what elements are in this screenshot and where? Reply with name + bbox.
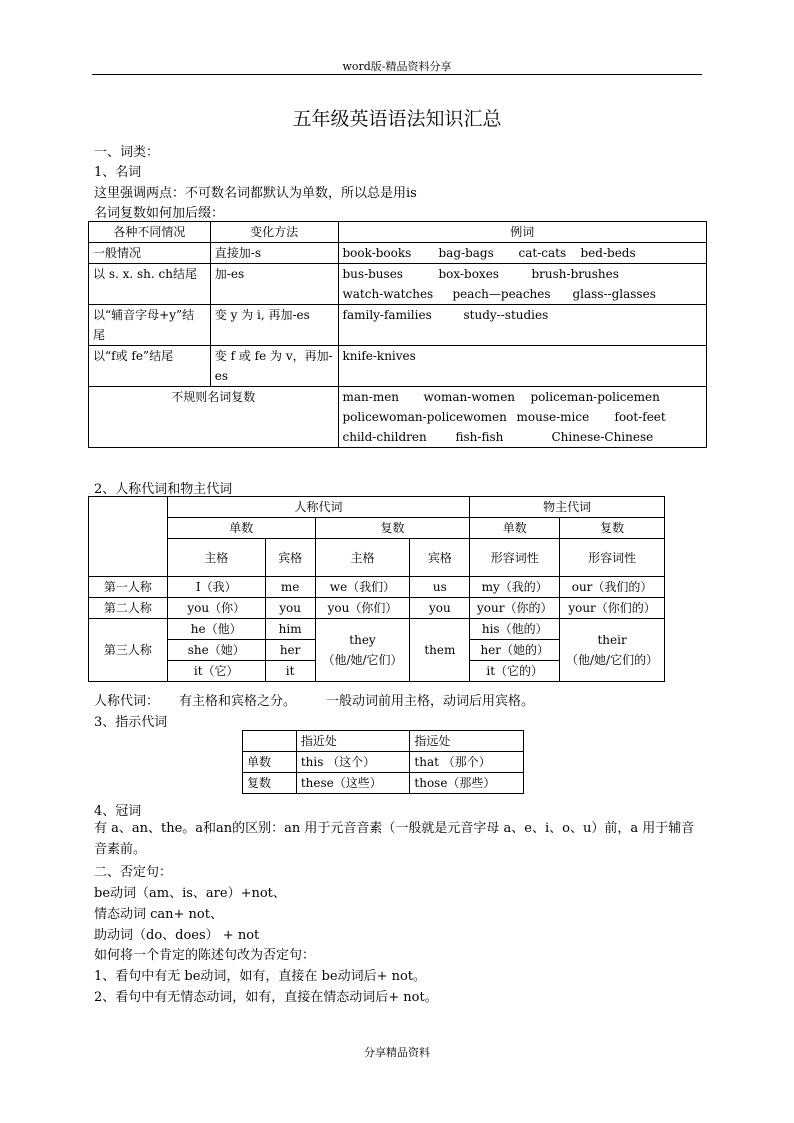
row-examples — [338, 387, 707, 448]
example: glass--glasses — [572, 287, 656, 301]
header-divider — [92, 74, 702, 75]
example: family-families — [342, 308, 432, 322]
cell: your（你的） — [470, 598, 560, 619]
cell: you — [265, 598, 315, 619]
header-case: 各种不同情况 — [89, 222, 211, 243]
cell: our（我们的） — [560, 577, 665, 598]
row-label: 第三人称 — [89, 619, 168, 682]
page-footer: 分享精品资料 — [364, 1046, 430, 1059]
example: foot-feet — [614, 410, 666, 424]
row-case: 以“f或 fe”结尾 — [89, 346, 211, 387]
cell — [560, 619, 665, 682]
example: study--studies — [463, 308, 549, 322]
cell: this （这个） — [296, 752, 410, 773]
header-plural: 复数 — [315, 518, 470, 539]
table-row — [89, 598, 665, 619]
example: book-books — [342, 246, 412, 260]
page-title: 五年级英语语法知识汇总 — [292, 108, 502, 130]
cell: these（这些） — [296, 773, 410, 794]
note-text: 有主格和宾格之分。 — [179, 694, 297, 709]
cell: him — [265, 619, 315, 640]
table-row — [89, 577, 665, 598]
example: woman-women — [423, 390, 516, 404]
cell-text: they — [349, 633, 376, 647]
neg-line: 助动词（do、does） + not — [94, 928, 260, 943]
plural-intro: 名词复数如何加后缀： — [94, 206, 225, 221]
example: brush-brushes — [531, 267, 619, 281]
table-row — [243, 752, 524, 773]
example: watch-watches — [342, 287, 434, 301]
note-label: 人称代词： — [94, 694, 160, 709]
neg-line: be动词（am、is、are）+not、 — [94, 886, 286, 901]
header-personal: 人称代词 — [167, 497, 470, 518]
example: man-men — [342, 390, 400, 404]
pronoun-note — [94, 690, 534, 709]
row-label: 第二人称 — [89, 598, 168, 619]
example: Chinese-Chinese — [551, 430, 654, 444]
cell: me — [265, 577, 315, 598]
header-object: 宾格 — [265, 539, 315, 577]
header-possessive: 物主代词 — [470, 497, 665, 518]
header-adjective: 形容词性 — [470, 539, 560, 577]
example: bag-bags — [438, 246, 494, 260]
row-method: 变 y 为 i, 再加-es — [210, 305, 338, 346]
section-demonstratives: 3、指示代词 — [94, 715, 168, 730]
example: policewoman-policewomen — [342, 410, 507, 424]
cell — [315, 619, 410, 682]
header-method: 变化方法 — [210, 222, 338, 243]
articles-text: 有 a、an、the。a和an的区别：an 用于元音音素（一般就是元音字母 a、e、i、o、u）前，a 用于辅音音素前。 — [94, 821, 695, 857]
header-subject: 主格 — [167, 539, 265, 577]
cell: she（她） — [167, 640, 265, 661]
table-row — [89, 305, 707, 346]
row-method: 加-es — [210, 264, 338, 305]
page-header: word版-精品资料分享 — [342, 60, 452, 73]
table-row — [89, 346, 707, 387]
cell: my（我的） — [470, 577, 560, 598]
row-examples — [338, 305, 707, 346]
table-header-row — [89, 222, 707, 243]
cell-text: （他/她/它们的） — [566, 653, 659, 667]
table-row — [89, 264, 707, 305]
table-row — [89, 619, 665, 640]
example: cat-cats — [518, 246, 567, 260]
example: fish-fish — [455, 430, 504, 444]
section-word-classes: 一、词类： — [94, 145, 160, 160]
example: bus-buses — [342, 267, 403, 281]
row-examples — [338, 243, 707, 264]
cell: them — [410, 619, 470, 682]
neg-line: 情态动词 can+ not、 — [94, 907, 223, 922]
neg-line: 如何将一个肯定的陈述句改为否定句： — [94, 948, 316, 963]
row-case: 以“辅音字母+y”结尾 — [89, 305, 211, 346]
corner-cell — [89, 497, 168, 577]
cell-text: their — [597, 633, 627, 647]
example: policeman-policemen — [530, 390, 660, 404]
header-near: 指近处 — [296, 731, 410, 752]
section-nouns: 1、名词 — [94, 165, 142, 180]
cell: I（我） — [167, 577, 265, 598]
section-negatives: 二、否定句： — [94, 865, 173, 880]
example: peach—peaches — [452, 287, 551, 301]
cell: it — [265, 661, 315, 682]
example: bed-beds — [580, 246, 636, 260]
cell: your（你们的） — [560, 598, 665, 619]
row-label: 第一人称 — [89, 577, 168, 598]
cell: us — [410, 577, 470, 598]
header-singular: 单数 — [167, 518, 315, 539]
row-case: 不规则名词复数 — [89, 387, 339, 448]
cell: her（她的） — [470, 640, 560, 661]
cell: it（它的） — [470, 661, 560, 682]
header-singular: 单数 — [470, 518, 560, 539]
table-row — [89, 387, 707, 448]
row-method: 直接加-s — [210, 243, 338, 264]
neg-line: 1、看句中有无 be动词，如有，直接在 be动词后+ not。 — [94, 969, 427, 984]
cell: you（你） — [167, 598, 265, 619]
corner-cell — [243, 731, 297, 752]
header-examples: 例词 — [338, 222, 707, 243]
neg-line: 2、看句中有无情态动词，如有，直接在情态动词后+ not。 — [94, 990, 438, 1005]
section-pronouns: 2、人称代词和物主代词 — [94, 482, 233, 497]
cell: that （那个） — [410, 752, 524, 773]
header-adjective: 形容词性 — [560, 539, 665, 577]
demonstrative-table — [242, 730, 524, 794]
cell: those（那些） — [410, 773, 524, 794]
row-case: 一般情况 — [89, 243, 211, 264]
header-object: 宾格 — [410, 539, 470, 577]
example: child-children — [342, 430, 427, 444]
cell: he（他） — [167, 619, 265, 640]
cell-text: （他/她/它们） — [322, 653, 403, 667]
table-row — [243, 773, 524, 794]
row-method: 变 f 或 fe 为 v，再加-es — [210, 346, 338, 387]
cell: his（他的） — [470, 619, 560, 640]
pronoun-table — [88, 496, 665, 682]
header-subject: 主格 — [315, 539, 410, 577]
table-row — [89, 243, 707, 264]
cell: you（你们） — [315, 598, 410, 619]
cell: her — [265, 640, 315, 661]
header-far: 指远处 — [410, 731, 524, 752]
row-label: 单数 — [243, 752, 297, 773]
nouns-note: 这里强调两点：不可数名词都默认为单数，所以总是用is — [94, 186, 417, 201]
cell: it（它） — [167, 661, 265, 682]
row-label: 复数 — [243, 773, 297, 794]
example: knife-knives — [342, 349, 416, 363]
header-plural: 复数 — [560, 518, 665, 539]
example: box-boxes — [438, 267, 499, 281]
note-text: 一般动词前用主格，动词后用宾格。 — [326, 694, 535, 709]
cell: we（我们） — [315, 577, 410, 598]
cell: you — [410, 598, 470, 619]
row-examples — [338, 346, 707, 387]
section-articles: 4、冠词 — [94, 804, 142, 819]
row-case: 以 s. x. sh. ch结尾 — [89, 264, 211, 305]
row-examples — [338, 264, 707, 305]
noun-plural-table — [88, 221, 707, 448]
example: mouse-mice — [516, 410, 590, 424]
